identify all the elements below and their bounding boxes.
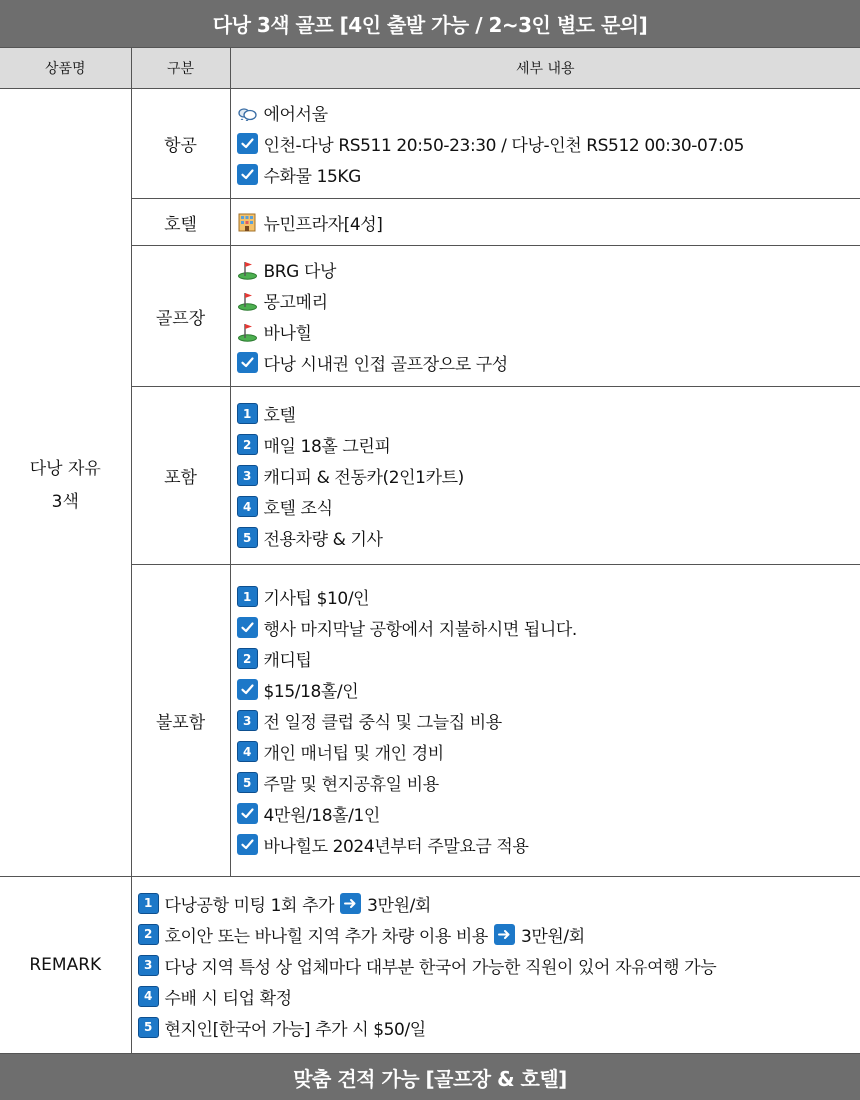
golf-flag-icon bbox=[237, 259, 258, 280]
list-item bbox=[237, 522, 860, 553]
remark-item-text: 다낭 지역 특성 상 업체마다 대부분 한국어 가능한 직원이 있어 자유여행 가능 bbox=[164, 957, 717, 978]
number-3-icon: 3 bbox=[237, 465, 258, 486]
tour-detail-table bbox=[0, 47, 860, 1054]
number-1-icon: 1 bbox=[237, 586, 258, 607]
hotel-icon bbox=[237, 212, 258, 233]
number-4-icon: 4 bbox=[237, 741, 258, 762]
list-item bbox=[237, 736, 860, 767]
golf-flag-icon bbox=[237, 290, 258, 311]
list-item bbox=[237, 347, 860, 378]
remark-price: 3만원/회 bbox=[367, 895, 431, 916]
list-item-text: 호텔 조식 bbox=[263, 499, 333, 519]
checkmark-icon bbox=[237, 803, 258, 824]
list-item bbox=[237, 159, 860, 190]
list-item-text: 4만원/18홀/1인 bbox=[263, 806, 380, 826]
list-item-text: 수화물 15KG bbox=[263, 167, 361, 187]
remark-item bbox=[138, 950, 860, 981]
checkmark-icon bbox=[237, 352, 258, 373]
list-item bbox=[237, 128, 860, 159]
number-1-icon: 1 bbox=[138, 893, 159, 914]
number-1-icon: 1 bbox=[237, 403, 258, 424]
list-item bbox=[237, 316, 860, 347]
cloud-icon bbox=[237, 102, 258, 123]
hotel-detail bbox=[230, 199, 860, 246]
list-item bbox=[237, 581, 860, 612]
number-5-icon: 5 bbox=[237, 772, 258, 793]
golf-detail bbox=[230, 246, 860, 387]
category-included: 포함 bbox=[131, 387, 230, 565]
category-golf: 골프장 bbox=[131, 246, 230, 387]
product-name-line1: 다낭 자유 bbox=[29, 458, 101, 479]
list-item-text: 바나힐 bbox=[263, 324, 312, 344]
number-4-icon: 4 bbox=[138, 986, 159, 1007]
number-2-icon: 2 bbox=[138, 924, 159, 945]
number-2-icon: 2 bbox=[237, 434, 258, 455]
checkmark-icon bbox=[237, 133, 258, 154]
list-item-text: 기사팁 $10/인 bbox=[263, 589, 370, 609]
list-item bbox=[237, 491, 860, 522]
included-detail bbox=[230, 387, 860, 565]
remark-item-text: 수배 시 티업 확정 bbox=[164, 988, 292, 1009]
column-header-product: 상품명 bbox=[0, 48, 131, 89]
remark-item bbox=[138, 1012, 860, 1043]
product-name-line2: 3색 bbox=[51, 491, 79, 512]
remark-price: 3만원/회 bbox=[520, 926, 585, 947]
remark-item-text: 호이안 또는 바나힐 지역 추가 차량 이용 비용 bbox=[164, 926, 488, 947]
list-item bbox=[237, 612, 860, 643]
golf-flag-icon bbox=[237, 321, 258, 342]
list-item bbox=[237, 767, 860, 798]
checkmark-icon bbox=[237, 617, 258, 638]
table-header-row bbox=[0, 48, 860, 89]
remark-item bbox=[138, 888, 860, 919]
remark-item-text: 다낭공항 미팅 1회 추가 bbox=[164, 895, 335, 916]
list-item-text: 몽고메리 bbox=[263, 293, 328, 313]
list-item-text: 주말 및 현지공휴일 비용 bbox=[263, 775, 439, 795]
product-name-cell bbox=[0, 89, 131, 877]
list-item-text: 에어서울 bbox=[263, 105, 328, 125]
remark-item bbox=[138, 919, 860, 950]
list-item-text: 뉴민프라자[4성] bbox=[263, 214, 383, 235]
list-item bbox=[237, 97, 860, 128]
row-remark bbox=[0, 877, 860, 1054]
list-item-text: 매일 18홀 그린피 bbox=[263, 437, 391, 457]
list-item-text: 개인 매너팁 및 개인 경비 bbox=[263, 744, 444, 764]
list-item-text: 호텔 bbox=[263, 406, 296, 426]
list-item bbox=[237, 254, 860, 285]
checkmark-icon bbox=[237, 164, 258, 185]
list-item bbox=[237, 429, 860, 460]
remark-label: REMARK bbox=[0, 877, 131, 1054]
list-item-text: 전용차량 & 기사 bbox=[263, 530, 383, 550]
number-3-icon: 3 bbox=[237, 710, 258, 731]
list-item bbox=[237, 674, 860, 705]
checkmark-icon bbox=[237, 679, 258, 700]
category-hotel: 호텔 bbox=[131, 199, 230, 246]
number-5-icon: 5 bbox=[138, 1017, 159, 1038]
remark-item bbox=[138, 981, 860, 1012]
arrow-right-icon bbox=[340, 893, 361, 914]
list-item-text: BRG 다낭 bbox=[263, 262, 336, 282]
list-item bbox=[237, 460, 860, 491]
excluded-detail bbox=[230, 565, 860, 877]
list-item-text: 다낭 시내권 인접 골프장으로 구성 bbox=[263, 355, 508, 375]
column-header-category: 구분 bbox=[131, 48, 230, 89]
list-item-text: 전 일정 클럽 중식 및 그늘집 비용 bbox=[263, 713, 502, 733]
list-item-text: 캐디팁 bbox=[263, 651, 312, 671]
list-item-text: 인천-다낭 RS511 20:50-23:30 / 다낭-인천 RS512 00:30-07:05 bbox=[263, 136, 745, 156]
list-item-text: 행사 마지막날 공항에서 지불하시면 됩니다. bbox=[263, 620, 577, 640]
checkmark-icon bbox=[237, 834, 258, 855]
number-5-icon: 5 bbox=[237, 527, 258, 548]
number-2-icon: 2 bbox=[237, 648, 258, 669]
list-item-text: 바나힐도 2024년부터 주말요금 적용 bbox=[263, 837, 529, 857]
column-header-detail: 세부 내용 bbox=[230, 48, 860, 89]
arrow-right-icon bbox=[494, 924, 515, 945]
category-excluded: 불포함 bbox=[131, 565, 230, 877]
list-item bbox=[237, 829, 860, 860]
list-item bbox=[237, 705, 860, 736]
number-3-icon: 3 bbox=[138, 955, 159, 976]
list-item bbox=[237, 798, 860, 829]
list-item bbox=[237, 207, 860, 238]
page-title: 다낭 3색 골프 [4인 출발 가능 / 2~3인 별도 문의] bbox=[0, 0, 860, 47]
remark-detail bbox=[131, 877, 860, 1054]
footer-banner: 맞춤 견적 가능 [골프장 & 호텔] bbox=[0, 1054, 860, 1100]
category-airline: 항공 bbox=[131, 89, 230, 199]
list-item-text: $15/18홀/인 bbox=[263, 682, 359, 702]
list-item-text: 캐디피 & 전동카(2인1카트) bbox=[263, 468, 464, 488]
airline-detail bbox=[230, 89, 860, 199]
row-airline bbox=[0, 89, 860, 199]
number-4-icon: 4 bbox=[237, 496, 258, 517]
remark-item-text: 현지인[한국어 가능] 추가 시 $50/일 bbox=[164, 1019, 426, 1040]
list-item bbox=[237, 643, 860, 674]
list-item bbox=[237, 398, 860, 429]
list-item bbox=[237, 285, 860, 316]
